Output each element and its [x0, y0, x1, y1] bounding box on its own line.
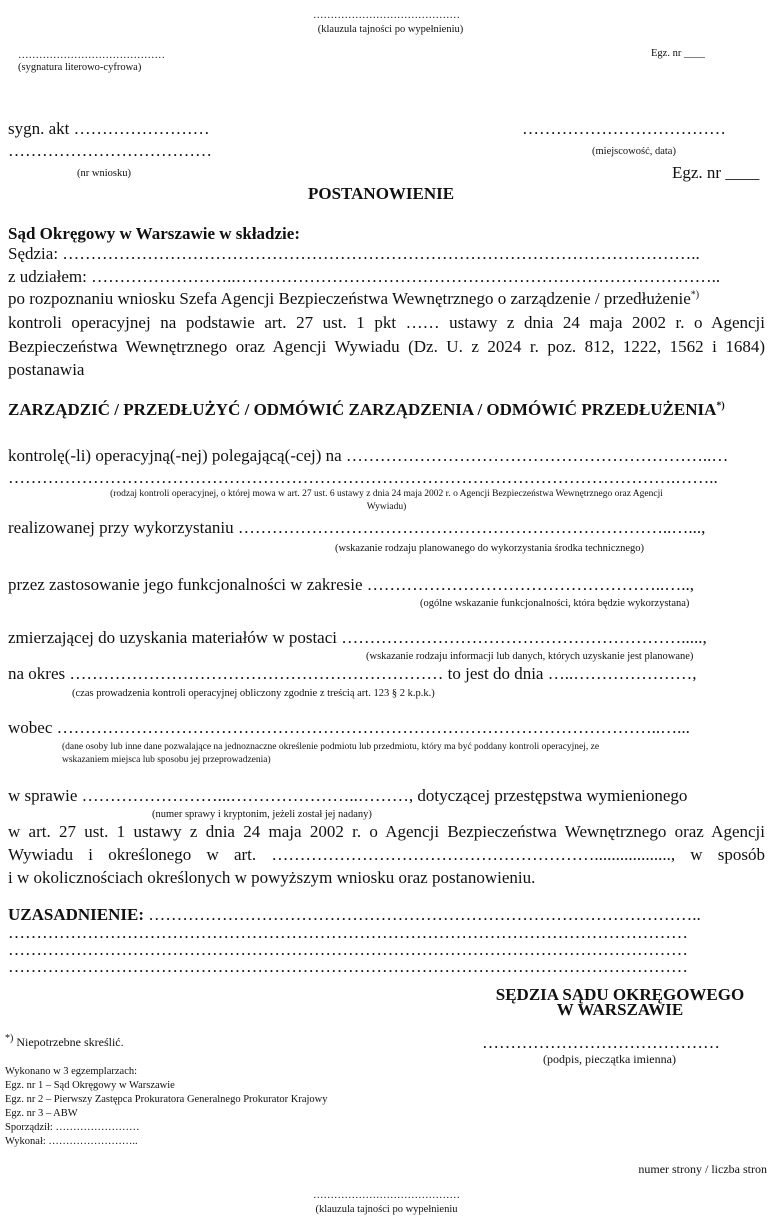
- signature-line: ……………………………………: [482, 1033, 720, 1052]
- decision-text: ZARZĄDZIĆ / PRZEDŁUŻYĆ / ODMÓWIĆ ZARZĄDZENIA / ODMÓWIĆ PRZEDŁUŻENIA: [8, 400, 717, 419]
- justification-heading: UZASADNIENIE:: [8, 905, 145, 924]
- control-line: kontrolę(-li) operacyjną(-nej) polegającą(-cej) na ………………………………………………………..…: [8, 446, 729, 465]
- document-title: POSTANOWIENIE: [308, 184, 455, 203]
- case-caption: (numer sprawy i kryptonim, jeżeli został jej nadany): [152, 809, 372, 820]
- judge-line: Sędzia: …………………………………………………………………………………………………..: [8, 244, 700, 263]
- distribution-line-2: Egz. nr 1 – Sąd Okręgowy w Warszawie: [5, 1080, 175, 1091]
- top-clause-caption: (klauzula tajności po wypełnieniu): [317, 24, 464, 35]
- distribution-line-5: Sporządził: ……………………: [5, 1122, 140, 1133]
- paragraph-line-1: [8, 289, 699, 309]
- footnote-text: Niepotrzebne skreślić.: [13, 1035, 124, 1049]
- place-date-caption: (miejscowość, data): [592, 146, 676, 157]
- using-line: realizowanej przy wykorzystaniu …………………………………………………………………..…...,: [8, 518, 706, 537]
- participants-line: z udziałem: ……………………..…………………………………………………………………………..: [8, 267, 721, 286]
- paragraph-line-1-text: po rozpoznaniu wniosku Szefa Agencji Bezpieczeństwa Wewnętrznego o zarządzenie / przedłużenie: [8, 289, 691, 308]
- request-number-dots: ………………………………: [8, 141, 212, 160]
- materials-caption: (wskazanie rodzaju informacji lub danych, których uzyskanie jest planowane): [366, 651, 694, 662]
- decision-footnote-marker: *): [716, 400, 725, 412]
- top-clause-dots: ……………………………………: [313, 10, 460, 21]
- distribution-line-6: Wykonał: ……………………..: [5, 1136, 138, 1147]
- justification-first-line: [8, 905, 765, 925]
- court-heading: Sąd Okręgowy w Warszawie w składzie:: [8, 224, 300, 243]
- paragraph-line-4: postanawia: [8, 360, 85, 379]
- request-number-caption: (nr wniosku): [77, 168, 131, 179]
- bottom-clause-dots: ……………………………………: [313, 1190, 460, 1201]
- bottom-clause-caption: (klauzula tajności po wypełnieniu: [315, 1204, 458, 1215]
- control-caption-1: (rodzaj kontroli operacyjnej, o której mowa w art. 27 ust. 6 ustawy z dnia 24 maja 2002 r. o Agencji Bezpieczeństwa Wewnętrznego oraz Agencji: [110, 489, 663, 499]
- copy-number-large: Egz. nr ____: [672, 163, 760, 182]
- signature-caption: (sygnatura literowo-cyfrowa): [18, 62, 142, 73]
- distribution-line-1: Wykonano w 3 egzemplarzach:: [5, 1066, 138, 1077]
- justification-dots-2: …………………………………………………………………………………………………………: [8, 923, 688, 942]
- article-line-1: w art. 27 ust. 1 ustawy z dnia 24 maja 2002 r. o Agencji Bezpieczeństwa Wewnętrznego oraz Agencji: [8, 822, 765, 841]
- control-caption-2: Wywiadu): [366, 502, 407, 512]
- materials-line: zmierzającej do uzyskania materiałów w postaci …………………………………………………….....,: [8, 628, 707, 647]
- signature-caption-bottom: (podpis, pieczątka imienna): [543, 1052, 676, 1066]
- distribution-line-3: Egz. nr 2 – Pierwszy Zastępca Prokuratora Generalnego Prokurator Krajowy: [5, 1094, 328, 1105]
- control-dots-line: ……………………………………………………………………………………………………….……..: [8, 468, 718, 487]
- footnote-mark: *): [5, 1033, 14, 1044]
- against-caption-2: wskazaniem miejsca lub sposobu jej przeprowadzenia): [62, 755, 271, 765]
- judge-title-2: W WARSZAWIE: [556, 1000, 684, 1019]
- justification-dots-4: …………………………………………………………………………………………………………: [8, 957, 688, 976]
- case-signature: sygn. akt ……………………: [8, 119, 210, 138]
- justification-dots-3: …………………………………………………………………………………………………………: [8, 940, 688, 959]
- using-caption: (wskazanie rodzaju planowanego do wykorzystania środka technicznego): [335, 543, 645, 554]
- paragraph-line-2: kontroli operacyjnej na podstawie art. 27 ust. 1 pkt …… ustawy z dnia 24 maja 2002 r. o Agencji: [8, 313, 765, 332]
- period-caption: (czas prowadzenia kontroli operacyjnej obliczony zgodnie z treścią art. 123 § 2 k.p.k.): [72, 688, 435, 699]
- justification-dots-1: ……………………………………………………………………………………..: [148, 905, 701, 924]
- against-line: wobec ……………………………………………………………………………………………..…...: [8, 718, 690, 737]
- footnote: [5, 1033, 124, 1050]
- signature-dots: ……………………………………: [18, 50, 165, 61]
- article-line-2: Wywiadu i określonego w art. ………………………………………………….................., w sposób: [8, 845, 765, 864]
- distribution-line-4: Egz. nr 3 – ABW: [5, 1108, 78, 1119]
- function-line: przez zastosowanie jego funkcjonalności w zakresie ……………………………………………..…..,: [8, 575, 694, 594]
- page-number-info: numer strony / liczba stron: [638, 1162, 767, 1176]
- case-line: w sprawie ……………………...…………………..………, dotyczącej przestępstwa wymienionego: [8, 786, 688, 805]
- article-line-3: i w okolicznościach określonych w powyższym wniosku oraz postanowieniu.: [8, 868, 536, 887]
- against-caption-1: (dane osoby lub inne dane pozwalające na jednoznaczne określenie podmiotu lub przedmiotu, który ma być poddany kontroli operacyjnej, ze: [62, 742, 600, 752]
- paragraph-line-3: Bezpieczeństwa Wewnętrznego oraz Agencji Wywiadu (Dz. U. z 2024 r. poz. 812, 1222, 1562 i 1684): [8, 337, 765, 356]
- decision-line: [8, 400, 725, 420]
- copy-number-small: Egz. nr ____: [651, 48, 705, 59]
- footnote-marker: *): [690, 289, 700, 301]
- function-caption: (ogólne wskazanie funkcjonalności, która będzie wykorzystana): [420, 598, 690, 609]
- place-date-dots: ………………………………: [522, 119, 726, 138]
- judge-title-1: SĘDZIA SĄDU OKRĘGOWEGO: [495, 985, 745, 1004]
- period-line: na okres ………………………………………………………… to jest do dnia …..…………………,: [8, 664, 697, 683]
